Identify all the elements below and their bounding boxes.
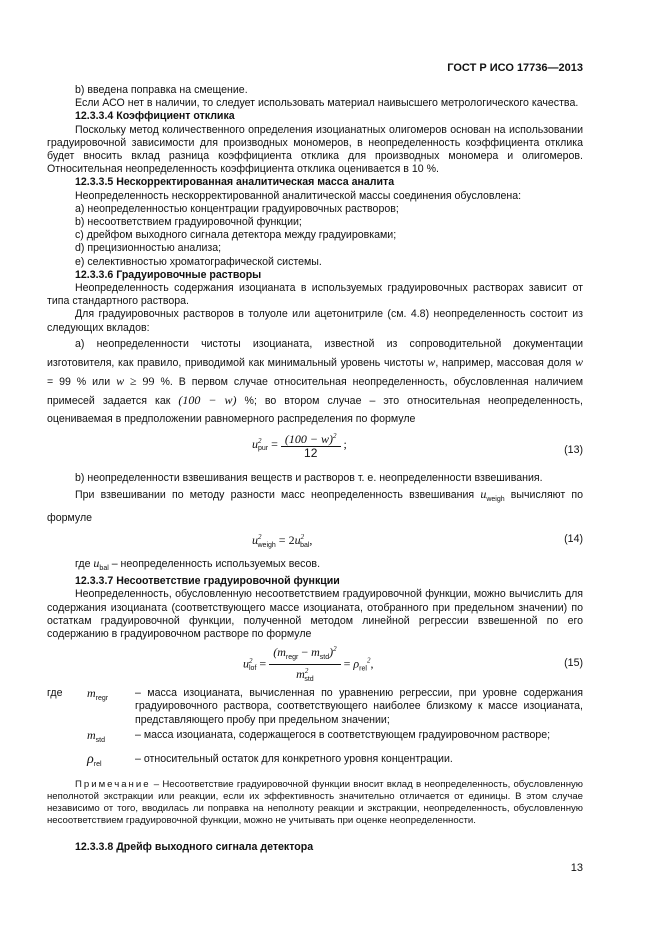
note: Примечание – Несоответствие градуировочной функции вносит вклад в неопределенность, обусловленную неполнотой экстракции или реакции, если их эффективность значительно отличается от единицы. В этом случае независимо от того, вводилась ли поправка на неполноту реакции и экстракции, неопределенность, обусловленную несоответствием градуировочной функции, можно не учитывать при оценке неопределенности. xyxy=(47,779,583,827)
equation-number: (14) xyxy=(564,533,583,546)
list-item: е) селективностью хроматографической системы. xyxy=(75,255,322,268)
formula-13: u 2 pur = $\frac{(100 - w)^2}{12}$ ; (13) xyxy=(252,431,583,461)
definition-row: $\rho_{rel}$ – относительный остаток для конкретного уровня концентрации. xyxy=(87,752,453,769)
section-heading: 12.3.3.6 Градуировочные растворы xyxy=(75,268,262,281)
list-item: с) дрейфом выходного сигнала детектора между градуировками; xyxy=(75,229,397,242)
section-heading: 12.3.3.5 Нескорректированная аналитическая масса аналита xyxy=(75,176,395,189)
definition-row: где $m_{regr}$ – масса изоцианата, вычисленная по уравнению регрессии, при уровне содержания градуировочного раствора, соответствующего наиболее близкому к массе изоцианата, представляющего пробу при предельном значении; xyxy=(47,686,583,726)
section-heading: 12.3.3.4 Коэффициент отклика xyxy=(75,110,235,123)
paragraph-weighing: При взвешивании по методу разности масс неопределенность взвешивания $u_{weigh}$ вычисляют по формуле xyxy=(47,487,584,525)
paragraph-where-ubal: где $u_{bal}$ – неопределенность используемых весов. xyxy=(75,556,321,573)
definition-row: $m_{std}$ – масса изоцианата, содержащегося в соответствующем градуировочном растворе; xyxy=(87,727,551,744)
page-content xyxy=(47,84,583,855)
paragraph: Для градуировочных растворов в толуоле или ацетонитриле (см. 4.8) неопределенность состоит из следующих вкладов: xyxy=(47,308,583,334)
list-item: d) прецизионностью анализа; xyxy=(75,242,222,255)
paragraph: Неопределенность, обусловленную несоответствием градуировочной функции, можно вычислить для содержания изоцианата (соответствующего массе изоцианата, отобранного при предельном значении) по остаткам градуировочной функции, полученной методом линейной регрессии взвешенной по его содержанию в градуировочном растворе по формуле xyxy=(47,588,583,641)
equation-number: (15) xyxy=(564,657,583,670)
formula-14: $u^2_{weigh} = 2u^2_{bal}$, (14) xyxy=(252,533,583,550)
paragraph: b) введена поправка на смещение. xyxy=(75,84,248,96)
section-heading: 12.3.3.7 Несоответствие градуировочной функции xyxy=(75,575,340,588)
definitions xyxy=(47,687,583,771)
paragraph: b) неопределенности взвешивания веществ и растворов т. е. неопределенности взвешивания. xyxy=(75,471,543,484)
formula-15: u 2 lof = $\frac{(m_{regr} - m_{std})^2}{m^2_{std}}$ = $\rho_{rel}^2$, (15) xyxy=(243,645,583,684)
section-heading: 12.3.3.8 Дрейф выходного сигнала детектора xyxy=(75,841,314,854)
paragraph-purity: а) неопределенности чистоты изоцианата, известной из сопроводительной документации изготовителя, как правило, приводимой как минимальный уровень чистоты w, например, массовая доля w = 99 % или w ≥ 99 %. В первом случае относительная неопределенность, обусловленная наличием примесей задается как (100 − w) %; во втором случае – это относительная неопределенность, оцениваемая в предположении равномерного распределения по формуле xyxy=(47,337,584,425)
paragraph: Неопределенность нескорректированной аналитической массы соединения обусловлена: xyxy=(75,189,522,202)
paragraph: Если АСО нет в наличии, то следует использовать материал наивысшего метрологического качества. xyxy=(75,97,579,110)
page-number: 13 xyxy=(570,862,583,874)
list-item: b) несоответствием градуировочной функции; xyxy=(75,216,302,229)
document-header: ГОСТ Р ИСО 17736—2013 xyxy=(447,62,583,74)
list-item: а) неопределенностью концентрации градуировочных растворов; xyxy=(75,202,399,215)
paragraph: Неопределенность содержания изоцианата в используемых градуировочных растворах зависит от типа стандартного раствора. xyxy=(47,282,583,308)
equation-number: (13) xyxy=(564,443,583,456)
paragraph: Поскольку метод количественного определения изоцианатных олигомеров основан на использовании градуировочной зависимости для производных мономеров, в неопределенность коэффициента отклика будет вносить вклад разница коэффициента отклика для производных мономера и олигомеров. Относительная неопределенность коэффициента отклика оценивается в 10 %. xyxy=(47,123,583,176)
